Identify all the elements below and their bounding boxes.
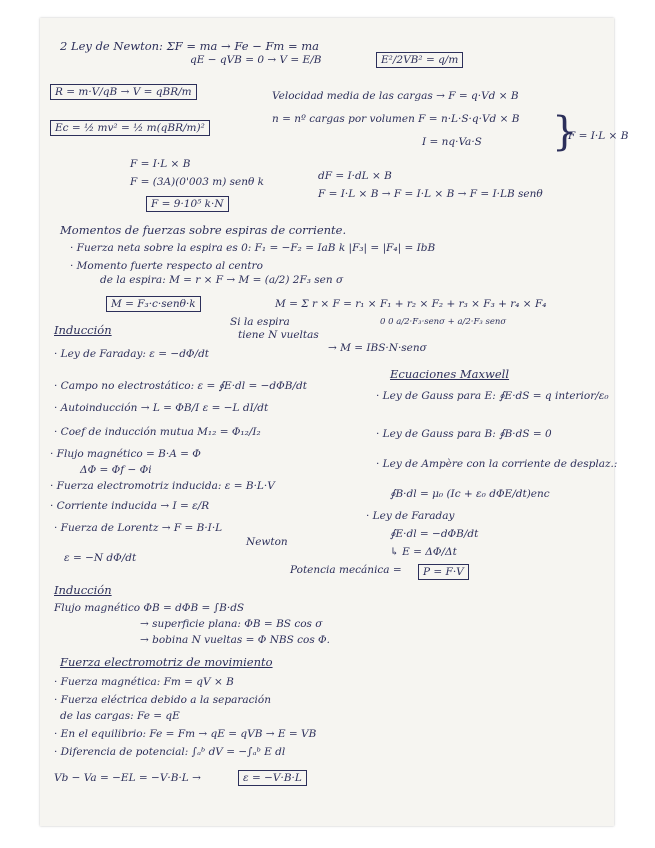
ampere-law-line: · Ley de Ampère con la corriente de desplaz.:	[376, 458, 618, 470]
emf-rate-line: ↳ E = ΔΦ/Δt	[390, 546, 457, 558]
torque-box: M = F₃·c·senθ·k	[106, 296, 201, 312]
brace-mark: }	[552, 109, 578, 155]
torque-sum-line: M = Σ r × F = r₁ × F₁ + r₂ × F₂ + r₃ × F₃ + r₄ × F₄	[275, 298, 547, 310]
faraday-equation: ∮E·dl = −dΦB/dt	[390, 528, 479, 540]
coil-torque-line: → M = IBS·N·senσ	[328, 342, 427, 354]
notes-page	[40, 18, 629, 826]
radius-formula-box: R = m·V/qB → V = qBR/m	[50, 84, 197, 100]
drift-velocity-line: Velocidad media de las cargas → F = q·Vd × B	[272, 90, 519, 102]
charges-line: de las cargas: Fe = qE	[60, 710, 180, 722]
newton-unit: Newton	[246, 536, 288, 548]
induction-heading-2: Inducción	[54, 583, 112, 597]
electric-force-line: · Fuerza eléctrica debido a la separación	[54, 694, 271, 706]
velocity-balance-line: qE − qVB = 0 → V = E/B	[190, 54, 322, 66]
carrier-density-line: n = nº cargas por volumen F = n·L·S·q·Vd × B	[272, 113, 520, 125]
torque-definition-line: de la espira: M = r × F → M = (a/2) 2F₃ sen σ	[100, 274, 344, 286]
coil-note-2: tiene N vueltas	[238, 329, 319, 341]
flux-change-line: ΔΦ = Φf − Φi	[80, 464, 152, 476]
current-line: I = nq·Va·S	[422, 136, 482, 148]
voltage-drop-line: Vb − Va = −EL = −V·B·L →	[54, 772, 201, 784]
power-box: P = F·V	[418, 564, 469, 580]
coil-turns-line: → bobina N vueltas = Φ NBS cos Φ.	[140, 634, 331, 646]
self-inductance-line: · Autoinducción → L = ΦB/I ε = −L dI/dt	[54, 402, 269, 414]
flat-surface-line: → superficie plana: ΦB = BS cos σ	[140, 618, 323, 630]
lorentz-force-line: · Fuerza de Lorentz → F = B·I·L	[54, 522, 223, 534]
flux-definition-line: Flujo magnético ΦB = dΦB = ∫B·dS	[54, 602, 245, 614]
potential-difference-line: · Diferencia de potencial: ∫ₐᵇ dV = −∫ₐᵇ E dl	[54, 746, 286, 758]
force-on-wire-line: F = I·L × B	[130, 158, 191, 170]
torque-heading: Momentos de fuerzas sobre espiras de corriente.	[60, 223, 347, 237]
magnetic-force-line: · Fuerza magnética: Fm = qV × B	[54, 676, 234, 688]
force-example-line: F = (3A)(0'003 m) senθ k	[130, 176, 265, 188]
coil-note-1: Si la espira	[230, 316, 290, 328]
motional-emf-box: ε = −V·B·L	[238, 770, 307, 786]
emf-coil-line: ε = −N dΦ/dt	[64, 552, 137, 564]
force-result-box: F = 9·10⁵ k·N	[146, 196, 229, 212]
induction-heading: Inducción	[54, 323, 112, 337]
mutual-inductance-line: · Coef de inducción mutua M₁₂ = Φ₁₂/I₂	[54, 426, 261, 438]
net-force-line: · Fuerza neta sobre la espira es 0: F₁ = −F₂ = IaB k |F₃| = |F₄| = IbB	[70, 242, 436, 254]
induced-current-line: · Corriente inducida → I = ε/R	[50, 500, 210, 512]
maxwell-heading: Ecuaciones Maxwell	[390, 367, 510, 381]
charge-mass-ratio-box: E²/2VB² = q/m	[376, 52, 463, 68]
faraday-maxwell-line: · Ley de Faraday	[366, 510, 455, 522]
magnetic-flux-line: · Flujo magnético = B·A = Φ	[50, 448, 201, 460]
ampere-maxwell-equation: ∮B·dl = μ₀ (Ic + ε₀ dΦE/dt)enc	[390, 488, 550, 500]
force-element-line: dF = I·dL × B	[318, 170, 392, 182]
torque-terms-line: 0 0 a/2·F₃·senσ + a/2·F₃ senσ	[380, 317, 507, 327]
newton-law-line: 2 Ley de Newton: ΣF = ma → Fe − Fm = ma	[60, 39, 320, 53]
kinetic-energy-box: Ec = ½ mv² = ½ m(qBR/m)²	[50, 120, 210, 136]
equilibrium-line: · En el equilibrio: Fe = Fm → qE = qVB → E = VB	[54, 728, 317, 740]
force-integration-line: F = I·L × B → F = I·L × B → F = I·LB senθ	[318, 188, 543, 200]
gauss-b-line: · Ley de Gauss para B: ∮B·dS = 0	[376, 428, 552, 440]
motional-emf-heading: Fuerza electromotriz de movimiento	[60, 655, 273, 669]
mechanical-power-label: Potencia mecánica =	[290, 564, 402, 576]
faraday-law-line: · Ley de Faraday: ε = −dΦ/dt	[54, 348, 210, 360]
gauss-e-line: · Ley de Gauss para E: ∮E·dS = q interior/ε₀	[376, 390, 609, 402]
torque-center-line: · Momento fuerte respecto al centro	[70, 260, 263, 272]
emf-induced-line: · Fuerza electromotriz inducida: ε = B·L·V	[50, 480, 275, 492]
force-summary: F = I·L × B	[568, 130, 629, 142]
nonelectrostatic-field-line: · Campo no electrostático: ε = ∮E·dl = −dΦB/dt	[54, 380, 307, 392]
